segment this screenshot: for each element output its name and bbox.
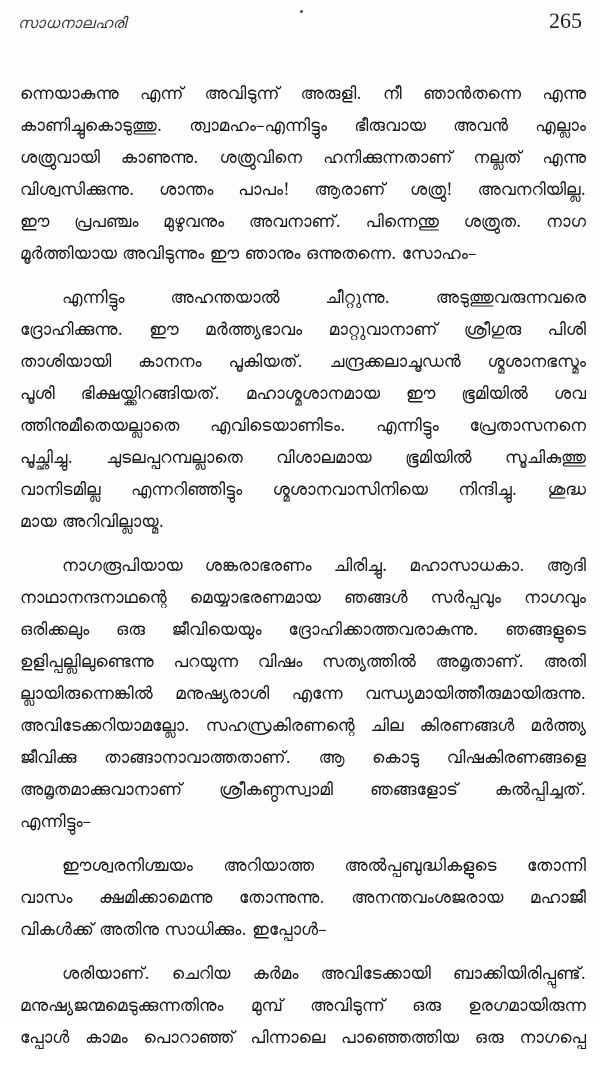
text-line: മൂർത്തിയായ അവിടുന്നും ഈ ഞാനും ഒന്നുതന്നെ. സോഹം– bbox=[20, 244, 477, 264]
text-line: വാനിടമില്ല എന്നറിഞ്ഞിട്ടും ശ്മശാനവാസിനിയെ നിന്ദിച്ചു. ശുദ്ധ bbox=[20, 480, 586, 500]
text-line: എന്നിട്ടും– bbox=[20, 812, 92, 832]
text-line: നാഗരൂപിയായ ശങ്കരാഭരണം ചിരിച്ചു. മഹാസാധകാ. ആദി bbox=[62, 556, 586, 576]
text-line: ശരിയാണ്. ചെറിയ കർമം അവിടേക്കായി ബാക്കിയിരിപ്പുണ്ട്. bbox=[62, 964, 586, 984]
text-line: മായ അറിവില്ലായ്മ. bbox=[20, 512, 164, 532]
text-line: ശത്രുവായി കാണുന്നു. ശത്രുവിനെ ഹനിക്കുന്നതാണ് നല്ലത് എന്നു bbox=[20, 148, 586, 168]
text-line: പൂച്ഛിച്ചു. ചുടലപ്പറമ്പല്ലാതെ വിശാലമായ ഭൂമിയിൽ സൂചികുത്തു bbox=[20, 448, 586, 468]
paragraph bbox=[20, 958, 586, 1054]
text-line: അവിടേക്കറിയാമല്ലോ. സഹസ്രകിരണന്റെ ചില കിരണങ്ങൾ മർത്ത്യ bbox=[20, 716, 586, 736]
text-line: കാണിച്ചുകൊടുത്തു. ത്വാമഹം–എന്നിട്ടും ഭീരുവായ അവൻ എല്ലാം bbox=[20, 116, 586, 136]
body-text bbox=[20, 78, 586, 1066]
running-head: സാധനാലഹരി bbox=[18, 14, 127, 32]
text-line: ജീവിക്കു താങ്ങാനാവാത്തതാണ്. ആ കൊടു വിഷകിരണങ്ങളെ bbox=[20, 748, 586, 768]
text-line: ത്തിനുമീതെയല്ലാതെ എവിടെയാണിടം. എന്നിട്ടും പ്രേതാസനനെ bbox=[20, 416, 586, 436]
text-line: ന്നെയാകുന്നു എന്ന് അവിടുന്ന് അരുളി. നീ ഞാൻതന്നെ എന്നു bbox=[20, 84, 586, 104]
print-speck bbox=[300, 10, 303, 13]
text-line: മനുഷ്യജന്മമെടുക്കുന്നതിനും മുമ്പ് അവിടുന്ന് ഒരു ഉരഗമായിരുന്ന bbox=[20, 996, 586, 1016]
text-line: ഒരിക്കലും ഒരു ജീവിയെയും ദ്രോഹിക്കാത്തവരാകുന്നു. ഞങ്ങളുടെ bbox=[20, 620, 586, 640]
text-line: ഉളിപ്പല്ലിലുണ്ടെന്നു പറയുന്ന വിഷം സത്യത്തിൽ അമൃതാണ്. അതി bbox=[20, 652, 586, 672]
paragraph bbox=[20, 550, 586, 838]
text-line: താശിയായി കാനനം പൂകിയത്. ചന്ദ്രക്കലാചൂഡൻ ശ്മശാനഭസ്മം bbox=[20, 352, 586, 372]
text-line: വികൾക്ക് അതിനു സാധിക്കും. ഇപ്പോൾ– bbox=[20, 920, 327, 940]
text-line: ഈശ്വരനിശ്ചയം അറിയാത്ത അൽപ്പബുദ്ധികളുടെ തോന്നി bbox=[62, 856, 586, 876]
text-line: എന്നിട്ടും അഹന്തയാൽ ചീറ്റുന്നു. അടുത്തുവരുന്നവരെ bbox=[62, 288, 586, 308]
page-number: 265 bbox=[549, 8, 582, 33]
paragraph bbox=[20, 78, 586, 270]
text-line: വാസം ക്ഷമിക്കാമെന്നു തോന്നുന്നു. അനന്തവംശജരായ മഹാജീ bbox=[20, 888, 586, 908]
paragraph bbox=[20, 850, 586, 946]
text-line: ല്ലായിരുന്നെങ്കിൽ മനുഷ്യരാശി എന്നേ വന്ധ്യമായിത്തീരുമായിരുന്നു. bbox=[20, 684, 586, 704]
text-line: അമൃതമാക്കുവാനാണ് ശ്രീകണ്ഠസ്വാമി ഞങ്ങളോട് കൽപ്പിച്ചത്. bbox=[20, 780, 586, 800]
paragraph bbox=[20, 282, 586, 538]
text-line: പ്പോൾ കാമം പൊറാഞ്ഞ് പിന്നാലെ പാഞ്ഞെത്തിയ ഒരു നാഗപ്പെ bbox=[20, 1028, 586, 1048]
text-line: ഈ പ്രപഞ്ചം മുഴുവനും അവനാണ്. പിന്നെന്തു ശത്രുത. നാഗ bbox=[20, 212, 586, 232]
text-line: വിശ്വസിക്കുന്നു. ശാന്തം പാപം! ആരാണ് ശത്രു! അവനറിയില്ല. bbox=[20, 180, 586, 200]
text-line: പൂശി ഭിക്ഷയ്ക്കിറങ്ങിയത്. മഹാശ്മശാനമായ ഈ ഭൂമിയിൽ ശവ bbox=[20, 384, 586, 404]
text-line: ദ്രോഹിക്കുന്നു. ഈ മർത്ത്യഭാവം മാറ്റുവാനാണ് ശ്രീഗുരു പിശി bbox=[20, 320, 586, 340]
text-line: നാഥാനന്ദനാഥന്റെ മെയ്യാഭരണമായ ഞങ്ങൾ സർപ്പവും നാഗവും bbox=[20, 588, 586, 608]
